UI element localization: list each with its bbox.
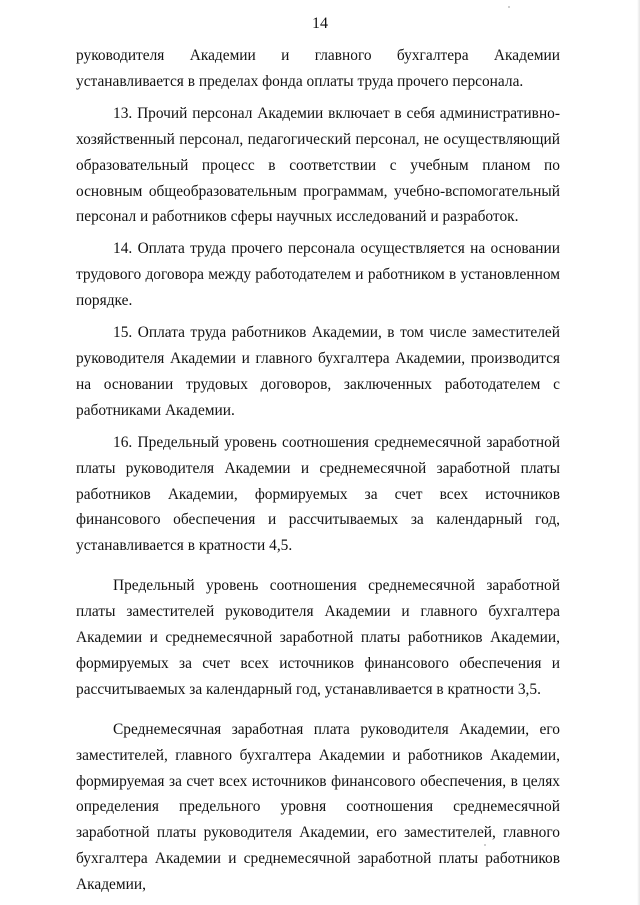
paragraph-continuation: руководителя Академии и главного бухгалтера Академии устанавливается в пределах фонда оплаты труда прочего персонала. [76, 47, 560, 90]
scan-speck [508, 6, 510, 8]
paragraph-15: 15. Оплата труда работников Академии, в том числе заместителей руководителя Академии и главного бухгалтера Академии, производится на основании трудовых договоров, заключенных работодателем с работниками Академии. [76, 324, 560, 419]
page-number: 14 [312, 15, 328, 32]
paragraph-16-deputies: Предельный уровень соотношения среднемесячной заработной платы заместителей руководителя Академии и главного бухгалтера Академии и среднемесячной заработной платы работников Академии, формируемых за счет всех источников финансового обеспечения и рассчитываемых за календарный год, устанавливается в кратности 3,5. [76, 577, 560, 698]
paragraph-14: 14. Оплата труда прочего персонала осуществляется на основании трудового договора между работодателем и работником в установленном порядке. [76, 240, 560, 310]
document-body [76, 43, 560, 898]
paragraph-16: 16. Предельный уровень соотношения среднемесячной заработной платы руководителя Академии и среднемесячной заработной платы работников Академии, формируемых за счет всех источников финансового обеспечения и рассчитываемых за календарный год, устанавливается в кратности 4,5. [76, 433, 560, 555]
scan-speck [484, 844, 486, 846]
paragraph-13: 13. Прочий персонал Академии включает в себя административно-хозяйственный персонал, педагогический персонал, не осуществляющий образовательный процесс в соответствии с учебным планом по основным общеобразовательным программам, учебно-вспомогательный персонал и работников сферы научных исследований и разработок. [76, 104, 560, 226]
paragraph-16-average-salary: Среднемесячная заработная плата руководителя Академии, его заместителей, главного бухгалтера Академии и работников Академии, формируемая за счет всех источников финансового обеспечения, в целях определения предельного уровня соотношения среднемесячной заработной платы руководителя Академии, его заместителей, главного бухгалтера Академии и среднемесячной заработной платы работников Академии, [76, 720, 560, 894]
